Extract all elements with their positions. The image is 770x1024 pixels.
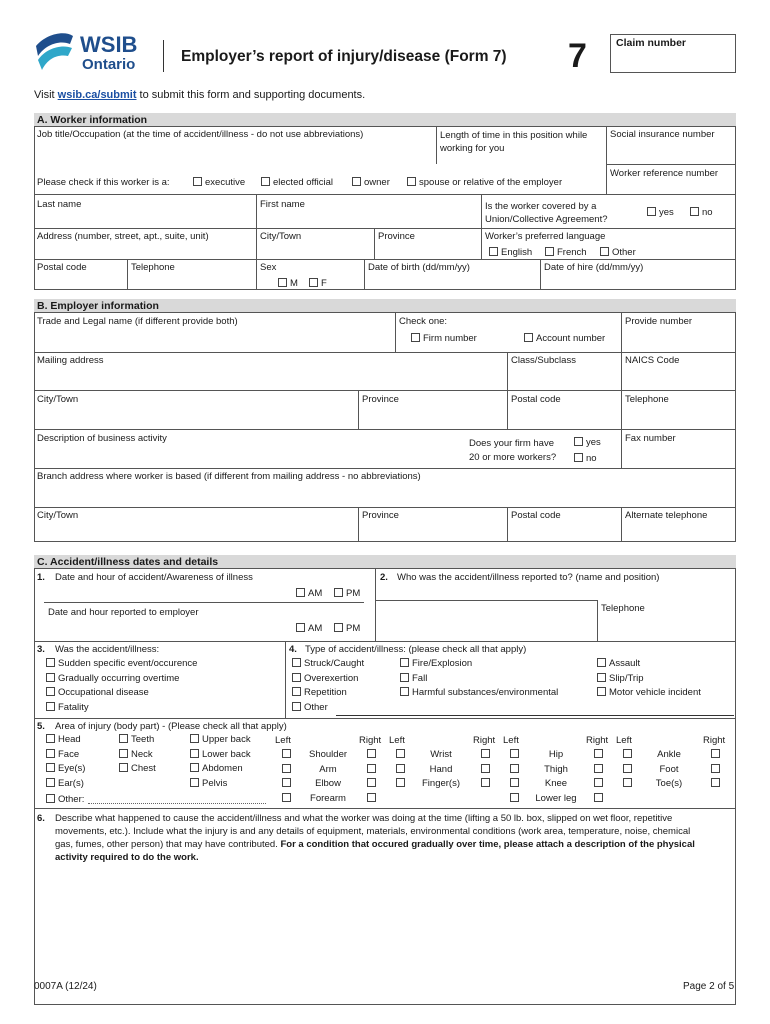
lower-leg-right-checkbox[interactable] <box>594 793 603 802</box>
q2-label: Who was the accident/illness reported to? (name and position) <box>397 572 660 583</box>
wrist-right-checkbox[interactable] <box>481 749 490 758</box>
q4-fire-explosion-checkbox[interactable] <box>400 658 409 667</box>
section-b-title: B. Employer information <box>34 299 736 313</box>
mailing-label: Mailing address <box>37 355 104 366</box>
wrist-label: Wrist <box>430 749 452 760</box>
last-name-label: Last name <box>37 199 82 210</box>
wsib-logo <box>34 32 154 76</box>
q3-sudden-specific-event-occurence-checkbox[interactable] <box>46 658 55 667</box>
submit-link[interactable]: wsib.ca/submit <box>57 89 137 101</box>
form-code: 0007A (12/24) <box>34 981 97 992</box>
q1-am-label: AM <box>308 588 323 599</box>
claim-number-label: Claim number <box>616 37 687 49</box>
postal-label: Postal code <box>37 262 87 273</box>
area-face-checkbox[interactable] <box>46 749 55 758</box>
firm-20-no-label: no <box>586 453 597 464</box>
knee-right-checkbox[interactable] <box>594 778 603 787</box>
lower-leg-label: Lower leg <box>535 792 577 804</box>
finger-s-right-checkbox[interactable] <box>481 778 490 787</box>
area-face-label: Face <box>58 748 80 760</box>
q4-struck-caught-label: Struck/Caught <box>304 658 365 669</box>
q3-occupational-disease-label: Occupational disease <box>58 687 149 698</box>
q4-repetition-checkbox[interactable] <box>292 687 301 696</box>
q6-line-3: gas, fumes, other person) that may have contributed. For a condition that occured gradually over time, please attach a description of the physical <box>55 839 695 850</box>
q1-label: Date and hour of accident/Awareness of illness <box>55 572 253 583</box>
q4-assault-label: Assault <box>609 658 641 669</box>
alt-telephone-label: Alternate telephone <box>625 510 708 521</box>
area-pelvis-label: Pelvis <box>202 777 228 789</box>
thigh-right-checkbox[interactable] <box>594 764 603 773</box>
firm-20-label-1: Does your firm have <box>469 438 555 449</box>
b-city2-label: City/Town <box>37 510 79 521</box>
ankle-right-checkbox[interactable] <box>711 749 720 758</box>
logo-wsib-text: WSIB <box>80 32 138 57</box>
intro-text: Visit wsib.ca/submit to submit this form and supporting documents. <box>34 89 366 101</box>
province-label: Province <box>378 231 415 242</box>
address-label: Address (number, street, apt., suite, unit) <box>37 231 209 242</box>
q4-overexertion-label: Overexertion <box>304 672 359 684</box>
owner-checkbox[interactable] <box>352 177 361 186</box>
q3-occupational-disease-checkbox[interactable] <box>46 687 55 696</box>
area-teeth-label: Teeth <box>131 734 155 745</box>
toe-s-label: Toe(s) <box>655 778 683 789</box>
header-divider <box>163 40 164 72</box>
class-label: Class/Subclass <box>511 355 576 366</box>
q3-label: Was the accident/illness: <box>55 644 160 655</box>
area-other-checkbox[interactable] <box>46 794 55 803</box>
reported-pm-checkbox[interactable] <box>334 623 343 632</box>
area-other-line <box>88 803 266 804</box>
area-ear-s-label: Ear(s) <box>58 777 84 789</box>
foot-left-checkbox[interactable] <box>623 764 632 773</box>
right-header: Right <box>359 735 382 746</box>
wsib-logo-mark-icon <box>34 32 74 74</box>
worker-ref-label: Worker reference number <box>610 168 719 179</box>
sex-m-label: M <box>290 278 298 289</box>
hip-left-checkbox[interactable] <box>510 749 519 758</box>
area-chest-checkbox[interactable] <box>119 763 128 772</box>
ankle-label: Ankle <box>657 749 681 760</box>
page-indicator: Page 2 of 5 <box>683 981 735 992</box>
area-pelvis-checkbox[interactable] <box>190 778 199 787</box>
sex-label: Sex <box>260 262 277 273</box>
q4-assault-checkbox[interactable] <box>597 658 606 667</box>
dob-label: Date of birth (dd/mm/yy) <box>368 262 470 273</box>
area-lower-back-checkbox[interactable] <box>190 749 199 758</box>
area-ear-s-checkbox[interactable] <box>46 778 55 787</box>
q3-gradually-occurring-overtime-label: Gradually occurring overtime <box>58 672 180 684</box>
q3-number: 3. <box>37 644 45 655</box>
b-telephone-label: Telephone <box>625 394 669 405</box>
q4-fall-checkbox[interactable] <box>400 673 409 682</box>
firm-number-checkbox[interactable] <box>411 333 420 342</box>
account-number-checkbox[interactable] <box>524 333 533 342</box>
elbow-right-checkbox[interactable] <box>367 778 376 787</box>
ankle-left-checkbox[interactable] <box>623 749 632 758</box>
q1-number: 1. <box>37 572 45 583</box>
q6-number: 6. <box>37 813 45 824</box>
hip-label: Hip <box>548 749 564 760</box>
union-no-checkbox[interactable] <box>690 207 699 216</box>
firm-20-yes-label: yes <box>586 437 601 448</box>
shoulder-left-checkbox[interactable] <box>282 749 291 758</box>
area-abdomen-checkbox[interactable] <box>190 763 199 772</box>
lower-leg-left-checkbox[interactable] <box>510 793 519 802</box>
q4-other-line <box>336 715 734 716</box>
logo-ontario-text: Ontario <box>82 56 136 73</box>
area-teeth-checkbox[interactable] <box>119 734 128 743</box>
language-label: Worker’s preferred language <box>485 231 606 242</box>
q4-other-label: Other <box>304 701 328 713</box>
q4-motor-vehicle-incident-label: Motor vehicle incident <box>609 687 701 698</box>
left-header: Left <box>503 735 519 746</box>
french-label: French <box>557 247 587 258</box>
reported-am-checkbox[interactable] <box>296 623 305 632</box>
q4-slip-trip-checkbox[interactable] <box>597 673 606 682</box>
sin-label: Social insurance number <box>610 129 715 140</box>
firm-20-yes-checkbox[interactable] <box>574 437 583 446</box>
elected-checkbox[interactable] <box>261 177 270 186</box>
wrist-left-checkbox[interactable] <box>396 749 405 758</box>
firm-20-label-2: 20 or more workers? <box>469 452 557 463</box>
q4-struck-caught-checkbox[interactable] <box>292 658 301 667</box>
q4-other-checkbox[interactable] <box>292 702 301 711</box>
area-upper-back-checkbox[interactable] <box>190 734 199 743</box>
spouse-checkbox[interactable] <box>407 177 416 186</box>
branch-label: Branch address where worker is based (if different from mailing address - no abbreviations) <box>37 471 421 482</box>
q3-sudden-specific-event-occurence-label: Sudden specific event/occurence <box>58 658 198 669</box>
q4-repetition-label: Repetition <box>304 687 347 698</box>
union-yes-checkbox[interactable] <box>647 207 656 216</box>
hand-left-checkbox[interactable] <box>396 764 405 773</box>
q4-fire-explosion-label: Fire/Explosion <box>412 658 473 669</box>
shoulder-label: Shoulder <box>308 749 348 760</box>
account-number-label: Account number <box>536 333 606 344</box>
firm-number-label: Firm number <box>423 333 477 344</box>
provide-number-label: Provide number <box>625 316 693 327</box>
hand-right-checkbox[interactable] <box>481 764 490 773</box>
form-title: Employer’s report of injury/disease (Form 7) <box>181 48 507 65</box>
naics-label: NAICS Code <box>625 355 680 366</box>
elbow-label: Elbow <box>315 778 341 789</box>
claim-number-box[interactable] <box>610 34 736 73</box>
area-head-label: Head <box>58 734 81 745</box>
right-header: Right <box>586 735 609 746</box>
area-chest-label: Chest <box>131 763 156 774</box>
right-header: Right <box>703 735 726 746</box>
reported-pm-label: PM <box>346 623 361 634</box>
area-abdomen-label: Abdomen <box>202 763 243 774</box>
b-city-label: City/Town <box>37 394 79 405</box>
union-question: Is the worker covered by a Union/Collective Agreement? <box>485 201 608 225</box>
first-name-label: First name <box>260 199 305 210</box>
reported-date-label: Date and hour reported to employer <box>48 607 199 618</box>
q2-number: 2. <box>380 572 388 583</box>
hip-right-checkbox[interactable] <box>594 749 603 758</box>
form-number-big: 7 <box>568 37 587 75</box>
thigh-left-checkbox[interactable] <box>510 764 519 773</box>
q4-harmful-substances-environmental-label: Harmful substances/environmental <box>412 687 559 698</box>
foot-label: Foot <box>659 763 679 775</box>
finger-s-label: Finger(s) <box>421 778 461 789</box>
executive-label: executive <box>205 177 246 188</box>
section-a-title: A. Worker information <box>34 113 736 127</box>
finger-s-left-checkbox[interactable] <box>396 778 405 787</box>
left-header: Left <box>616 735 632 746</box>
q4-label: Type of accident/illness: (please check all that apply) <box>305 644 527 655</box>
area-eye-s-label: Eye(s) <box>58 763 86 774</box>
q5-label: Area of injury (body part) - (Please check all that apply) <box>55 721 287 732</box>
q4-motor-vehicle-incident-checkbox[interactable] <box>597 687 606 696</box>
other-lang-label: Other <box>612 247 636 258</box>
knee-left-checkbox[interactable] <box>510 778 519 787</box>
q4-harmful-substances-environmental-checkbox[interactable] <box>400 687 409 696</box>
q6-line-1: Describe what happened to cause the accident/illness and what the worker was doing at the time (lifting a 50 lb. box, slipped on wet floor, repetitive <box>55 813 673 824</box>
english-checkbox[interactable] <box>489 247 498 256</box>
elected-label: elected official <box>273 177 334 188</box>
left-header: Left <box>389 735 405 746</box>
foot-right-checkbox[interactable] <box>711 764 720 773</box>
toe-s-right-checkbox[interactable] <box>711 778 720 787</box>
trade-name-label: Trade and Legal name (if different provide both) <box>37 316 238 327</box>
fax-label: Fax number <box>625 433 676 444</box>
check-worker-label: Please check if this worker is a: <box>37 177 170 188</box>
q4-number: 4. <box>289 644 297 655</box>
area-neck-label: Neck <box>131 748 153 760</box>
b-postal-label: Postal code <box>511 394 561 405</box>
shoulder-right-checkbox[interactable] <box>367 749 376 758</box>
job-title-label: Job title/Occupation (at the time of accident/illness - do not use abbreviations) <box>37 129 364 140</box>
arm-right-checkbox[interactable] <box>367 764 376 773</box>
section-b <box>34 299 736 542</box>
arm-left-checkbox[interactable] <box>282 764 291 773</box>
arm-label: Arm <box>319 763 337 775</box>
sex-f-checkbox[interactable] <box>309 278 318 287</box>
check-one-label: Check one: <box>399 316 448 327</box>
executive-checkbox[interactable] <box>193 177 202 186</box>
q6-line-2: movements, etc.). Include what the injury is and any details of equipment, materials, environmental conditions (work area, temperature, noise, chemical <box>55 826 691 837</box>
spouse-label: spouse or relative of the employer <box>419 177 563 188</box>
sex-f-label: F <box>321 278 327 289</box>
sex-m-checkbox[interactable] <box>278 278 287 287</box>
q4-overexertion-checkbox[interactable] <box>292 673 301 682</box>
q3-fatality-label: Fatality <box>58 701 89 713</box>
city-label: City/Town <box>260 231 302 242</box>
length-time-label: Length of time in this position while working for you <box>440 130 588 154</box>
q6-line-4: activity required to do the work. <box>55 852 199 863</box>
q1-pm-checkbox[interactable] <box>334 588 343 597</box>
hire-label: Date of hire (dd/mm/yy) <box>544 262 644 273</box>
q3-gradually-occurring-overtime-checkbox[interactable] <box>46 673 55 682</box>
union-no-label: no <box>702 207 713 218</box>
q4-fall-label: Fall <box>412 672 428 684</box>
hand-label: Hand <box>429 763 453 775</box>
area-upper-back-label: Upper back <box>202 734 251 745</box>
q1-pm-label: PM <box>346 588 361 599</box>
left-header: Left <box>275 735 291 746</box>
q3-fatality-checkbox[interactable] <box>46 702 55 711</box>
area-neck-checkbox[interactable] <box>119 749 128 758</box>
english-label: English <box>501 247 533 258</box>
q5-number: 5. <box>37 721 45 732</box>
knee-label: Knee <box>544 778 568 789</box>
thigh-label: Thigh <box>544 763 568 775</box>
area-other-label: Other: <box>58 794 85 805</box>
other-lang-checkbox[interactable] <box>600 247 609 256</box>
reported-am-label: AM <box>308 623 323 634</box>
french-checkbox[interactable] <box>545 247 554 256</box>
area-lower-back-label: Lower back <box>202 748 251 760</box>
area-eye-s-checkbox[interactable] <box>46 763 55 772</box>
q2-telephone-label: Telephone <box>601 603 645 614</box>
forearm-label: Forearm <box>310 792 346 804</box>
b-postal2-label: Postal code <box>511 510 561 521</box>
forearm-left-checkbox[interactable] <box>282 793 291 802</box>
q6-answer-area[interactable] <box>35 866 735 1004</box>
q1-am-checkbox[interactable] <box>296 588 305 597</box>
business-activity-label: Description of business activity <box>37 433 167 444</box>
right-header: Right <box>473 735 496 746</box>
b-province2-label: Province <box>362 510 399 521</box>
owner-label: owner <box>364 177 390 188</box>
b-province-label: Province <box>362 394 399 405</box>
union-yes-label: yes <box>659 207 674 218</box>
elbow-left-checkbox[interactable] <box>282 778 291 787</box>
q4-slip-trip-label: Slip/Trip <box>609 672 644 684</box>
telephone-label: Telephone <box>131 262 175 273</box>
toe-s-left-checkbox[interactable] <box>623 778 632 787</box>
forearm-right-checkbox[interactable] <box>367 793 376 802</box>
section-c-title: C. Accident/illness dates and details <box>34 555 736 569</box>
firm-20-no-checkbox[interactable] <box>574 453 583 462</box>
area-head-checkbox[interactable] <box>46 734 55 743</box>
